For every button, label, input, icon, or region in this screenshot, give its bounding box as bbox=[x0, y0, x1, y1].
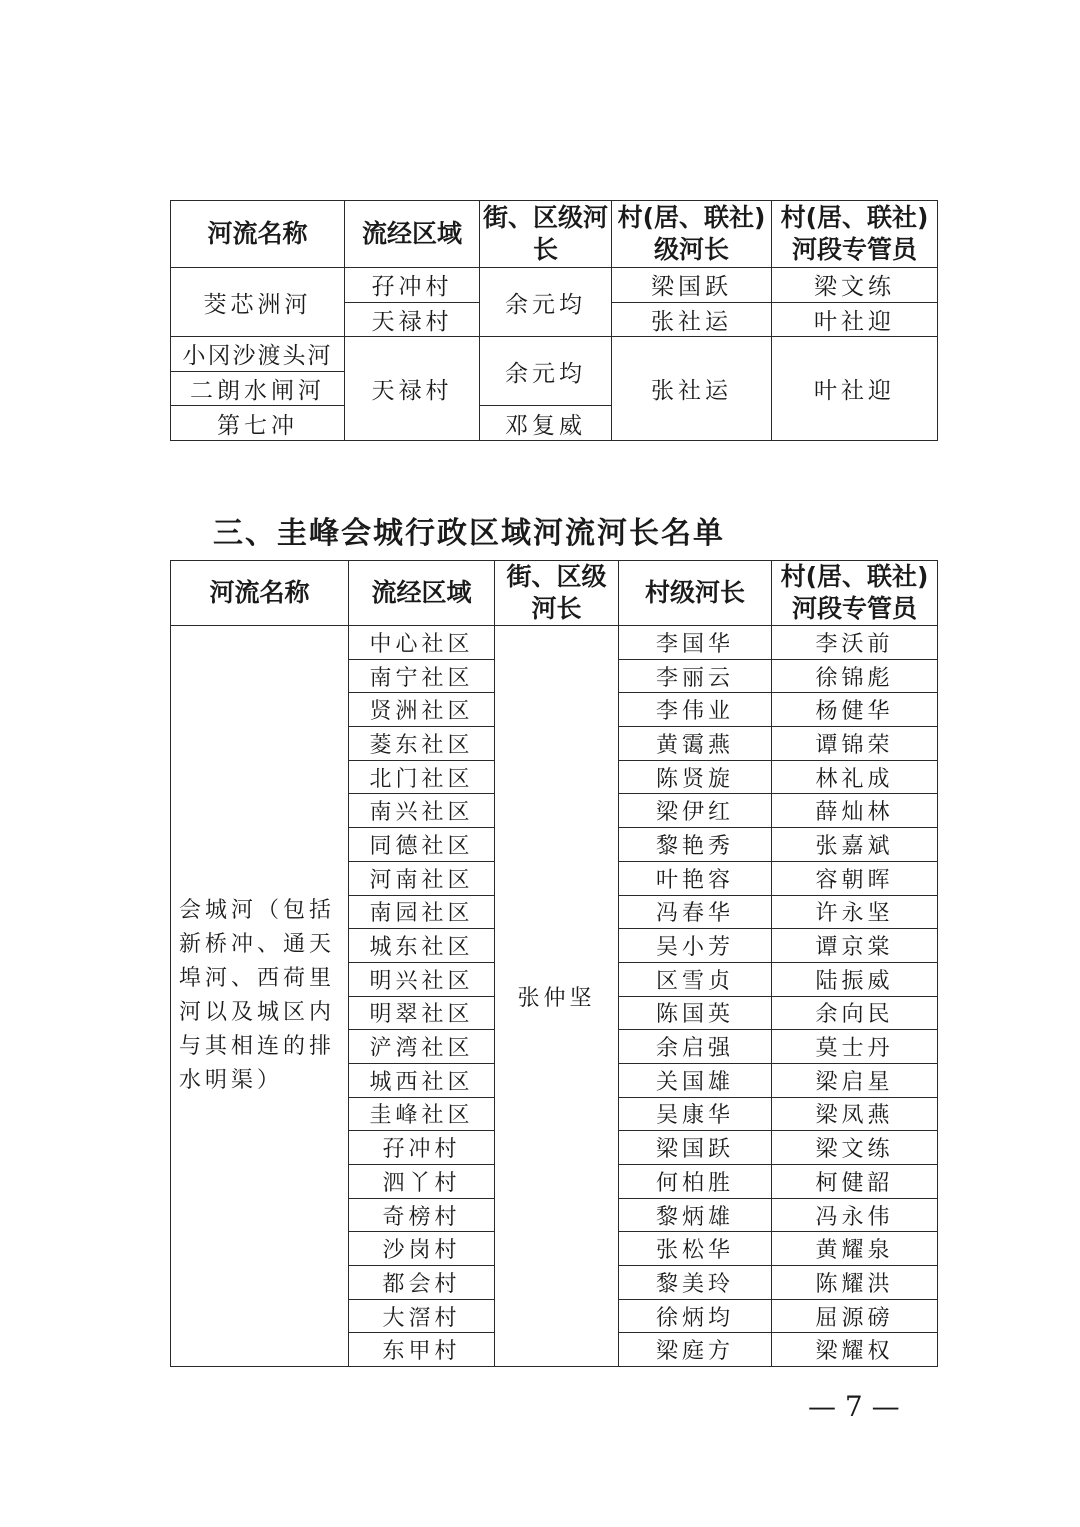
river-chief-table-2 bbox=[170, 560, 938, 1367]
section-manager-cell: 梁凤燕 bbox=[772, 1097, 938, 1131]
section-manager-cell: 徐锦彪 bbox=[772, 659, 938, 693]
section-manager-cell: 柯健韶 bbox=[772, 1165, 938, 1199]
header-river-name: 河流名称 bbox=[171, 561, 349, 626]
river-name-cell: 会城河（包括新桥冲、通天埠河、西荷里河以及城区内与其相连的排水明渠） bbox=[171, 626, 349, 1367]
section-manager-cell: 黄耀泉 bbox=[772, 1232, 938, 1266]
header-street-chief: 街、区级河长 bbox=[480, 201, 612, 268]
flow-area-cell: 河南社区 bbox=[349, 861, 495, 895]
flow-area-cell: 贤洲社区 bbox=[349, 693, 495, 727]
header-section-manager: 村(居、联社)河段专管员 bbox=[772, 201, 938, 268]
flow-area-cell: 天禄村 bbox=[345, 337, 480, 441]
village-chief-cell: 叶艳容 bbox=[619, 861, 772, 895]
header-street-chief: 街、区级河长 bbox=[495, 561, 619, 626]
village-chief-cell: 区雪贞 bbox=[619, 962, 772, 996]
village-chief-cell: 陈国英 bbox=[619, 996, 772, 1030]
river-name-cell: 二朗水闸河 bbox=[171, 371, 345, 406]
section-manager-cell: 冯永伟 bbox=[772, 1198, 938, 1232]
village-chief-cell: 陈贤旋 bbox=[619, 760, 772, 794]
flow-area-cell: 天禄村 bbox=[345, 302, 480, 337]
flow-area-cell: 圭峰社区 bbox=[349, 1097, 495, 1131]
village-chief-cell: 黎艳秀 bbox=[619, 828, 772, 862]
table-row bbox=[171, 268, 938, 303]
river-name-cell: 茭芯洲河 bbox=[171, 268, 345, 337]
section-manager-cell: 谭京棠 bbox=[772, 929, 938, 963]
section-manager-cell: 谭锦荣 bbox=[772, 727, 938, 761]
village-chief-cell: 李伟业 bbox=[619, 693, 772, 727]
table-header-row bbox=[171, 201, 938, 268]
section-manager-cell: 容朝晖 bbox=[772, 861, 938, 895]
section-heading: 三、圭峰会城行政区域河流河长名单 bbox=[213, 516, 725, 551]
section-manager-cell: 梁文练 bbox=[772, 268, 938, 303]
village-chief-cell: 黎美玲 bbox=[619, 1266, 772, 1300]
flow-area-cell: 孖冲村 bbox=[349, 1131, 495, 1165]
flow-area-cell: 中心社区 bbox=[349, 626, 495, 660]
river-chief-table-1 bbox=[170, 200, 938, 441]
village-chief-cell: 张松华 bbox=[619, 1232, 772, 1266]
section-manager-cell: 薛灿林 bbox=[772, 794, 938, 828]
header-river-name: 河流名称 bbox=[171, 201, 345, 268]
table-row bbox=[171, 626, 938, 660]
river-name-cell: 第七冲 bbox=[171, 406, 345, 441]
header-village-chief: 村级河长 bbox=[619, 561, 772, 626]
village-chief-cell: 张社运 bbox=[612, 337, 772, 441]
section-manager-cell: 梁耀权 bbox=[772, 1333, 938, 1367]
section-manager-cell: 陈耀洪 bbox=[772, 1266, 938, 1300]
section-manager-cell: 屈源磅 bbox=[772, 1299, 938, 1333]
village-chief-cell: 黄霭燕 bbox=[619, 727, 772, 761]
flow-area-cell: 城东社区 bbox=[349, 929, 495, 963]
river-name-cell: 小冈沙渡头河 bbox=[171, 337, 345, 372]
flow-area-cell: 浐湾社区 bbox=[349, 1030, 495, 1064]
flow-area-cell: 北门社区 bbox=[349, 760, 495, 794]
flow-area-cell: 都会村 bbox=[349, 1266, 495, 1300]
section-manager-cell: 杨健华 bbox=[772, 693, 938, 727]
table-header-row bbox=[171, 561, 938, 626]
village-chief-cell: 吴小芳 bbox=[619, 929, 772, 963]
flow-area-cell: 城西社区 bbox=[349, 1063, 495, 1097]
flow-area-cell: 同德社区 bbox=[349, 828, 495, 862]
table-row bbox=[171, 337, 938, 372]
flow-area-cell: 南宁社区 bbox=[349, 659, 495, 693]
street-chief-cell: 余元均 bbox=[480, 268, 612, 337]
section-manager-cell: 梁启星 bbox=[772, 1063, 938, 1097]
section-manager-cell: 莫士丹 bbox=[772, 1030, 938, 1064]
header-flow-area: 流经区域 bbox=[349, 561, 495, 626]
header-section-manager: 村(居、联社)河段专管员 bbox=[772, 561, 938, 626]
section-manager-cell: 许永坚 bbox=[772, 895, 938, 929]
village-chief-cell: 张社运 bbox=[612, 302, 772, 337]
flow-area-cell: 大滘村 bbox=[349, 1299, 495, 1333]
flow-area-cell: 孖冲村 bbox=[345, 268, 480, 303]
village-chief-cell: 梁伊红 bbox=[619, 794, 772, 828]
village-chief-cell: 梁庭方 bbox=[619, 1333, 772, 1367]
village-chief-cell: 何柏胜 bbox=[619, 1165, 772, 1199]
village-chief-cell: 吴康华 bbox=[619, 1097, 772, 1131]
village-chief-cell: 梁国跃 bbox=[619, 1131, 772, 1165]
village-chief-cell: 黎炳雄 bbox=[619, 1198, 772, 1232]
flow-area-cell: 南园社区 bbox=[349, 895, 495, 929]
section-manager-cell: 叶社迎 bbox=[772, 337, 938, 441]
flow-area-cell: 明兴社区 bbox=[349, 962, 495, 996]
section-manager-cell: 余向民 bbox=[772, 996, 938, 1030]
village-chief-cell: 李丽云 bbox=[619, 659, 772, 693]
village-chief-cell: 冯春华 bbox=[619, 895, 772, 929]
header-village-chief: 村(居、联社)级河长 bbox=[612, 201, 772, 268]
page-number: — 7 — bbox=[808, 1390, 900, 1423]
village-chief-cell: 余启强 bbox=[619, 1030, 772, 1064]
street-chief-cell: 张仲坚 bbox=[495, 626, 619, 1367]
section-manager-cell: 张嘉斌 bbox=[772, 828, 938, 862]
flow-area-cell: 泗丫村 bbox=[349, 1165, 495, 1199]
flow-area-cell: 沙岗村 bbox=[349, 1232, 495, 1266]
flow-area-cell: 南兴社区 bbox=[349, 794, 495, 828]
section-manager-cell: 梁文练 bbox=[772, 1131, 938, 1165]
street-chief-cell: 余元均 bbox=[480, 337, 612, 406]
section-manager-cell: 李沃前 bbox=[772, 626, 938, 660]
street-chief-cell: 邓复威 bbox=[480, 406, 612, 441]
flow-area-cell: 东甲村 bbox=[349, 1333, 495, 1367]
village-chief-cell: 梁国跃 bbox=[612, 268, 772, 303]
flow-area-cell: 明翠社区 bbox=[349, 996, 495, 1030]
header-flow-area: 流经区域 bbox=[345, 201, 480, 268]
table-body bbox=[171, 626, 938, 1367]
village-chief-cell: 李国华 bbox=[619, 626, 772, 660]
village-chief-cell: 徐炳均 bbox=[619, 1299, 772, 1333]
flow-area-cell: 奇榜村 bbox=[349, 1198, 495, 1232]
section-manager-cell: 陆振威 bbox=[772, 962, 938, 996]
section-manager-cell: 林礼成 bbox=[772, 760, 938, 794]
flow-area-cell: 菱东社区 bbox=[349, 727, 495, 761]
village-chief-cell: 关国雄 bbox=[619, 1063, 772, 1097]
section-manager-cell: 叶社迎 bbox=[772, 302, 938, 337]
